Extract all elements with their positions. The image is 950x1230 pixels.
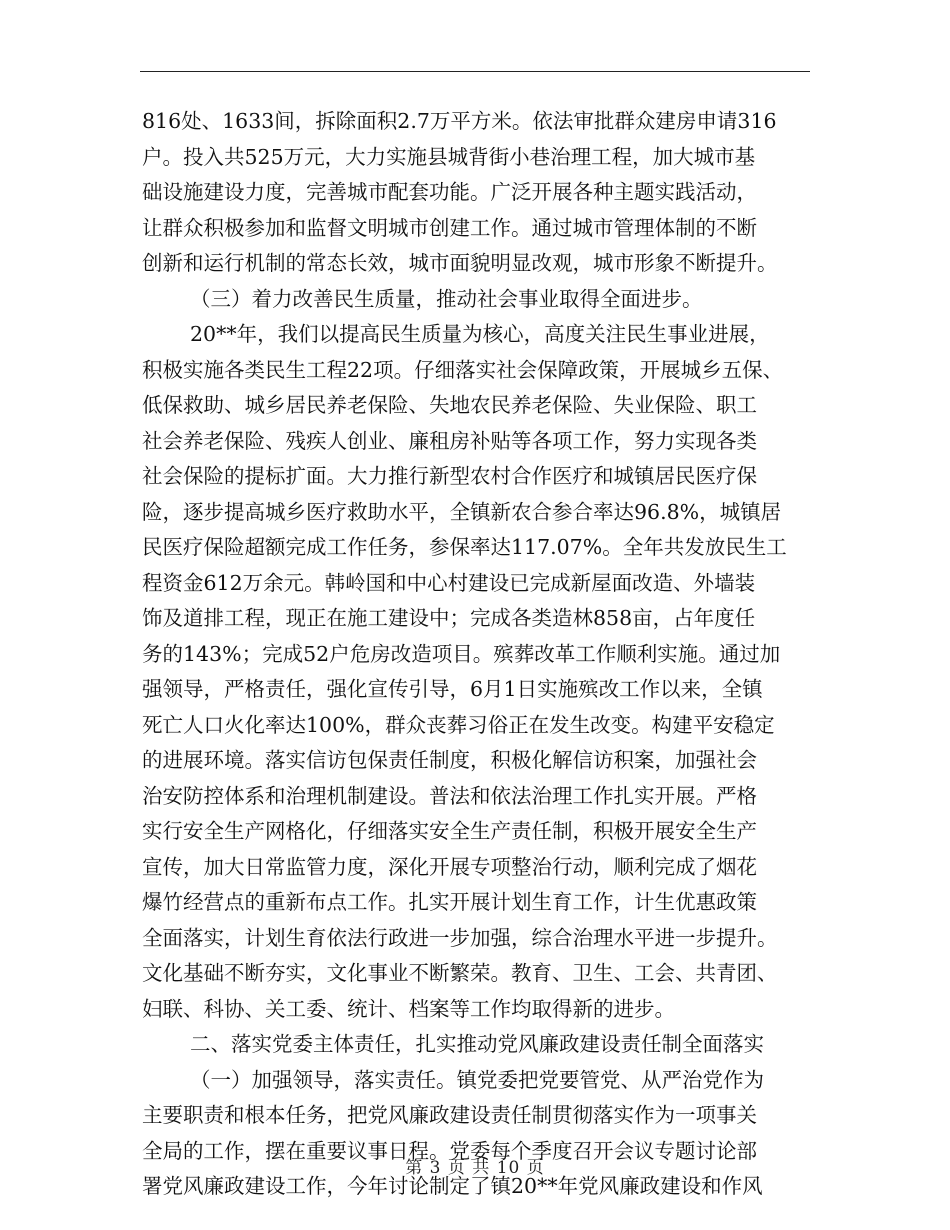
text-line: 民医疗保险超额完成工作任务，参保率达117.07%。全年共发放民生工 <box>142 535 787 559</box>
text-line: 爆竹经营点的重新布点工作。扎实开展计划生育工作，计生优惠政策 <box>142 890 757 914</box>
text-line: 户。投入共525万元，大力实施县城背街小巷治理工程，加大城市基 <box>142 144 756 169</box>
text-line: 让群众积极参加和监督文明城市创建工作。通过城市管理体制的不断 <box>142 215 757 240</box>
text-line: 饰及道排工程，现正在施工建设中；完成各类造林858亩，占年度任 <box>142 606 756 630</box>
text-line: 全局的工作，摆在重要议事日程。党委每个季度召开会议专题讨论部 <box>142 1138 757 1163</box>
text-line: 治安防控体系和治理机制建设。普法和依法治理工作扎实开展。严格 <box>142 783 757 808</box>
text-line: 署党风廉政建设工作，今年讨论制定了镇20**年党风廉政建设和作风 <box>142 1174 763 1198</box>
section-heading: （三）着力改善民生质量，推动社会事业取得全面进步。 <box>190 286 703 311</box>
text-line: 文化基础不断夯实，文化事业不断繁荣。教育、卫生、工会、共青团、 <box>142 961 778 985</box>
text-line: 实行安全生产网格化，仔细落实安全生产责任制，积极开展安全生产 <box>142 819 757 843</box>
text-line: 816处、1633间，拆除面积2.7万平方米。依法审批群众建房申请316 <box>142 109 777 133</box>
text-line: 积极实施各类民生工程22项。仔细落实社会保障政策，开展城乡五保、 <box>142 357 784 382</box>
text-line: 社会保险的提标扩面。大力推行新型农村合作医疗和城镇居民医疗保 <box>142 464 757 488</box>
paragraph-start: （一）加强领导，落实责任。镇党委把党要管党、从严治党作为 <box>190 1067 764 1092</box>
text-line: 程资金612万余元。韩岭国和中心村建设已完成新屋面改造、外墙装 <box>142 570 756 595</box>
paragraph-start: 20**年，我们以提高民生质量为核心，高度关注民生事业进展， <box>190 322 770 346</box>
text-line: 全面落实，计划生育依法行政进一步加强，综合治理水平进一步提升。 <box>142 925 778 950</box>
text-line: 强领导，严格责任，强化宣传引导，6月1日实施殡改工作以来，全镇 <box>142 677 763 701</box>
text-line: 的进展环境。落实信访包保责任制度，积极化解信访积案，加强社会 <box>142 748 757 772</box>
text-line: 妇联、科协、关工委、统计、档案等工作均取得新的进步。 <box>142 996 675 1021</box>
header-rule <box>140 71 810 72</box>
body-text <box>142 104 812 1205</box>
page-number: 第 3 页 共 10 页 <box>405 1158 545 1178</box>
text-line: 低保救助、城乡居民养老保险、失地农民养老保险、失业保险、职工 <box>142 393 757 417</box>
text-line: 创新和运行机制的常态长效，城市面貌明显改观，城市形象不断提升。 <box>142 251 778 275</box>
text-line: 务的143%；完成52户危房改造项目。殡葬改革工作顺利实施。通过加 <box>142 641 781 666</box>
section-heading: 二、落实党委主体责任，扎实推动党风廉政建设责任制全面落实 <box>190 1032 764 1056</box>
text-line: 主要职责和根本任务，把党风廉政建设责任制贯彻落实作为一项事关 <box>142 1103 757 1127</box>
text-line: 础设施建设力度，完善城市配套功能。广泛开展各种主题实践活动， <box>142 180 757 204</box>
text-line: 险，逐步提高城乡医疗救助水平，全镇新农合参合率达96.8%，城镇居 <box>142 499 782 524</box>
text-line: 死亡人口火化率达100%，群众丧葬习俗正在发生改变。构建平安稳定 <box>142 712 775 737</box>
text-line: 社会养老保险、残疾人创业、廉租房补贴等各项工作，努力实现各类 <box>142 428 757 453</box>
text-line: 宣传，加大日常监管力度，深化开展专项整治行动，顺利完成了烟花 <box>142 854 757 879</box>
